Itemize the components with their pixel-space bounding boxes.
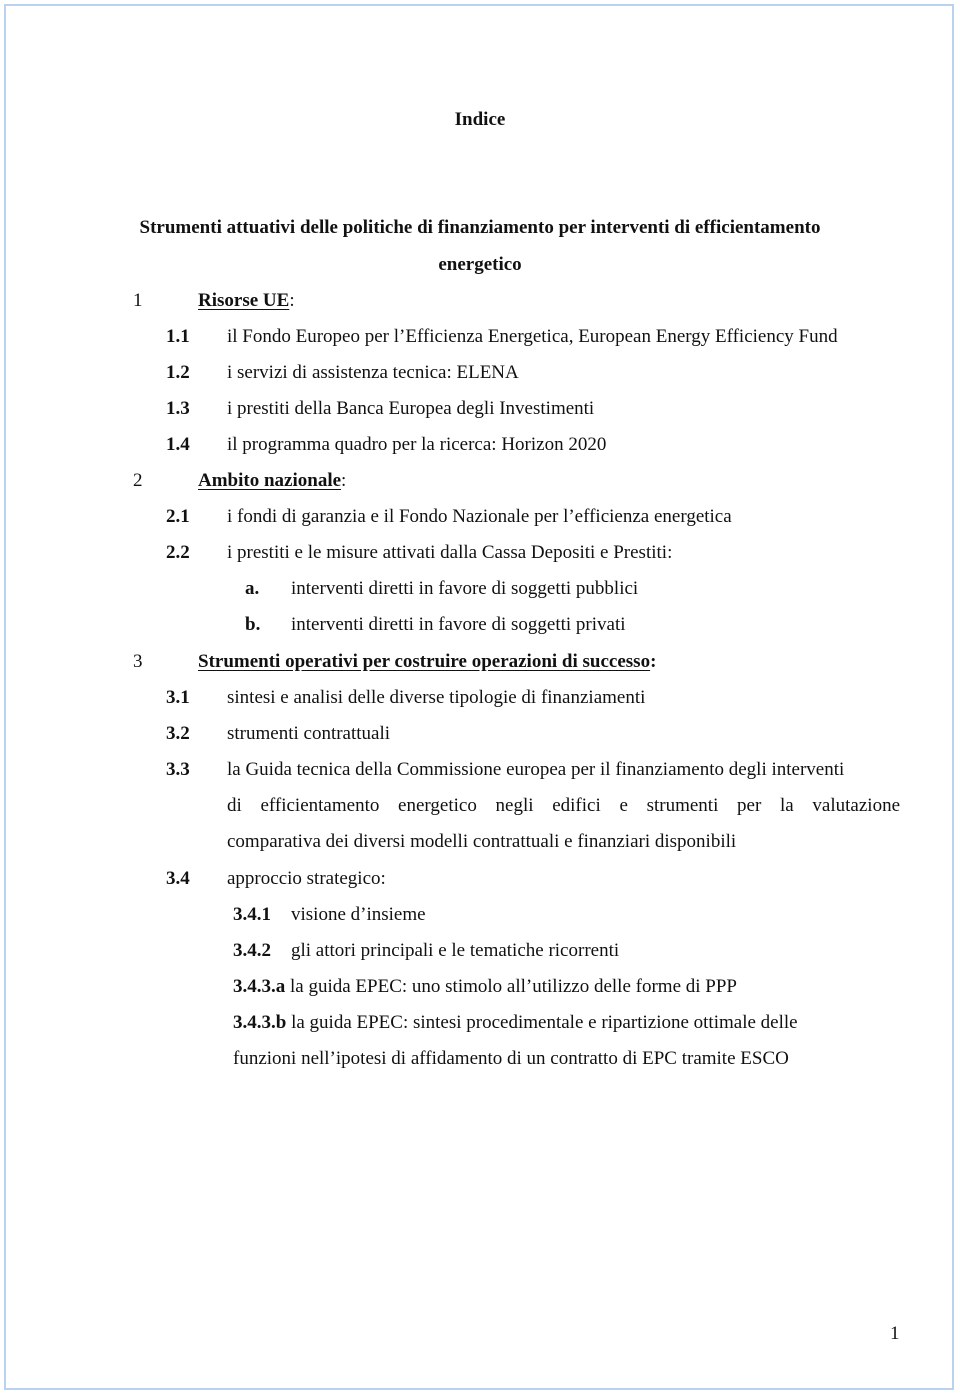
toc-entry-3-4[interactable]: approccio strategico: (227, 868, 386, 889)
section-1-number: 1 (133, 290, 143, 311)
section-1-title[interactable] (198, 291, 295, 310)
section-2-number: 2 (133, 470, 143, 491)
section-1-colon: : (289, 290, 295, 311)
toc-number-1-2: 1.2 (166, 362, 190, 383)
toc-number-1-1: 1.1 (166, 326, 190, 347)
toc-entry-2-2-a[interactable]: interventi diretti in favore di soggetti pubblici (291, 578, 639, 599)
section-2-title[interactable] (198, 471, 346, 490)
toc-number-3-2: 3.2 (166, 723, 190, 744)
section-3-colon: : (650, 651, 657, 672)
page-number: 1 (890, 1323, 900, 1344)
document-heading-line2: energetico (438, 254, 522, 275)
page-title: Indice (454, 109, 506, 130)
document-heading-line1: Strumenti attuativi delle politiche di finanziamento per interventi di efficientamento (139, 217, 821, 238)
toc-entry-3-4-2[interactable]: gli attori principali e le tematiche ricorrenti (291, 940, 620, 961)
toc-entry-3-3-line3: comparativa dei diversi modelli contrattuali e finanziari disponibili (227, 831, 737, 852)
section-2-colon: : (341, 470, 347, 491)
toc-entry-3-4-3-b-line1 (233, 1013, 798, 1032)
toc-entry-1-4[interactable]: il programma quadro per la ricerca: Horizon 2020 (227, 434, 607, 455)
section-3-number: 3 (133, 651, 143, 672)
toc-number-3-4-3-a: 3.4.3.a (233, 976, 286, 997)
toc-number-2-1: 2.1 (166, 506, 190, 527)
section-1-label: Risorse UE (198, 290, 290, 311)
toc-entry-1-3[interactable]: i prestiti della Banca Europea degli Investimenti (227, 398, 595, 419)
toc-number-2-2-b: b. (245, 614, 261, 635)
section-2-label: Ambito nazionale (198, 470, 342, 491)
toc-entry-2-2[interactable]: i prestiti e le misure attivati dalla Cassa Depositi e Prestiti: (227, 542, 673, 563)
toc-entry-1-2[interactable]: i servizi di assistenza tecnica: ELENA (227, 362, 519, 383)
toc-entry-3-4-3-b-text: la guida EPEC: sintesi procedimentale e ripartizione ottimale delle (291, 1012, 798, 1033)
toc-entry-3-1[interactable]: sintesi e analisi delle diverse tipologie di finanziamenti (227, 687, 646, 708)
toc-number-3-4-1: 3.4.1 (233, 904, 271, 925)
toc-number-2-2: 2.2 (166, 542, 190, 563)
toc-entry-3-4-3-a-text: la guida EPEC: uno stimolo all’utilizzo delle forme di PPP (290, 976, 737, 997)
toc-number-1-3: 1.3 (166, 398, 190, 419)
toc-entry-3-4-1[interactable]: visione d’insieme (291, 904, 426, 925)
section-3-label: Strumenti operativi per costruire operazioni di successo (198, 651, 651, 672)
toc-number-3-4: 3.4 (166, 868, 190, 889)
section-3-title[interactable] (198, 652, 656, 671)
toc-number-3-4-2: 3.4.2 (233, 940, 271, 961)
toc-entry-1-1[interactable]: il Fondo Europeo per l’Efficienza Energetica, European Energy Efficiency Fund (227, 326, 838, 347)
toc-entry-2-2-b[interactable]: interventi diretti in favore di soggetti privati (291, 614, 626, 635)
toc-entry-3-4-3-a[interactable] (233, 977, 737, 996)
toc-number-2-2-a: a. (245, 578, 260, 599)
toc-entry-2-1[interactable]: i fondi di garanzia e il Fondo Nazionale per l’efficienza energetica (227, 506, 732, 527)
toc-number-3-1: 3.1 (166, 687, 190, 708)
toc-entry-3-3-line1: la Guida tecnica della Commissione europea per il finanziamento degli interventi (227, 759, 845, 780)
toc-entry-3-2[interactable]: strumenti contrattuali (227, 723, 391, 744)
toc-entry-3-3-line2: di efficientamento energetico negli edifici e strumenti per la valutazione (227, 795, 900, 816)
toc-number-1-4: 1.4 (166, 434, 190, 455)
toc-number-3-4-3-b: 3.4.3.b (233, 1012, 287, 1033)
toc-entry-3-4-3-b-line2: funzioni nell’ipotesi di affidamento di un contratto di EPC tramite ESCO (233, 1048, 789, 1069)
toc-number-3-3: 3.3 (166, 759, 190, 780)
